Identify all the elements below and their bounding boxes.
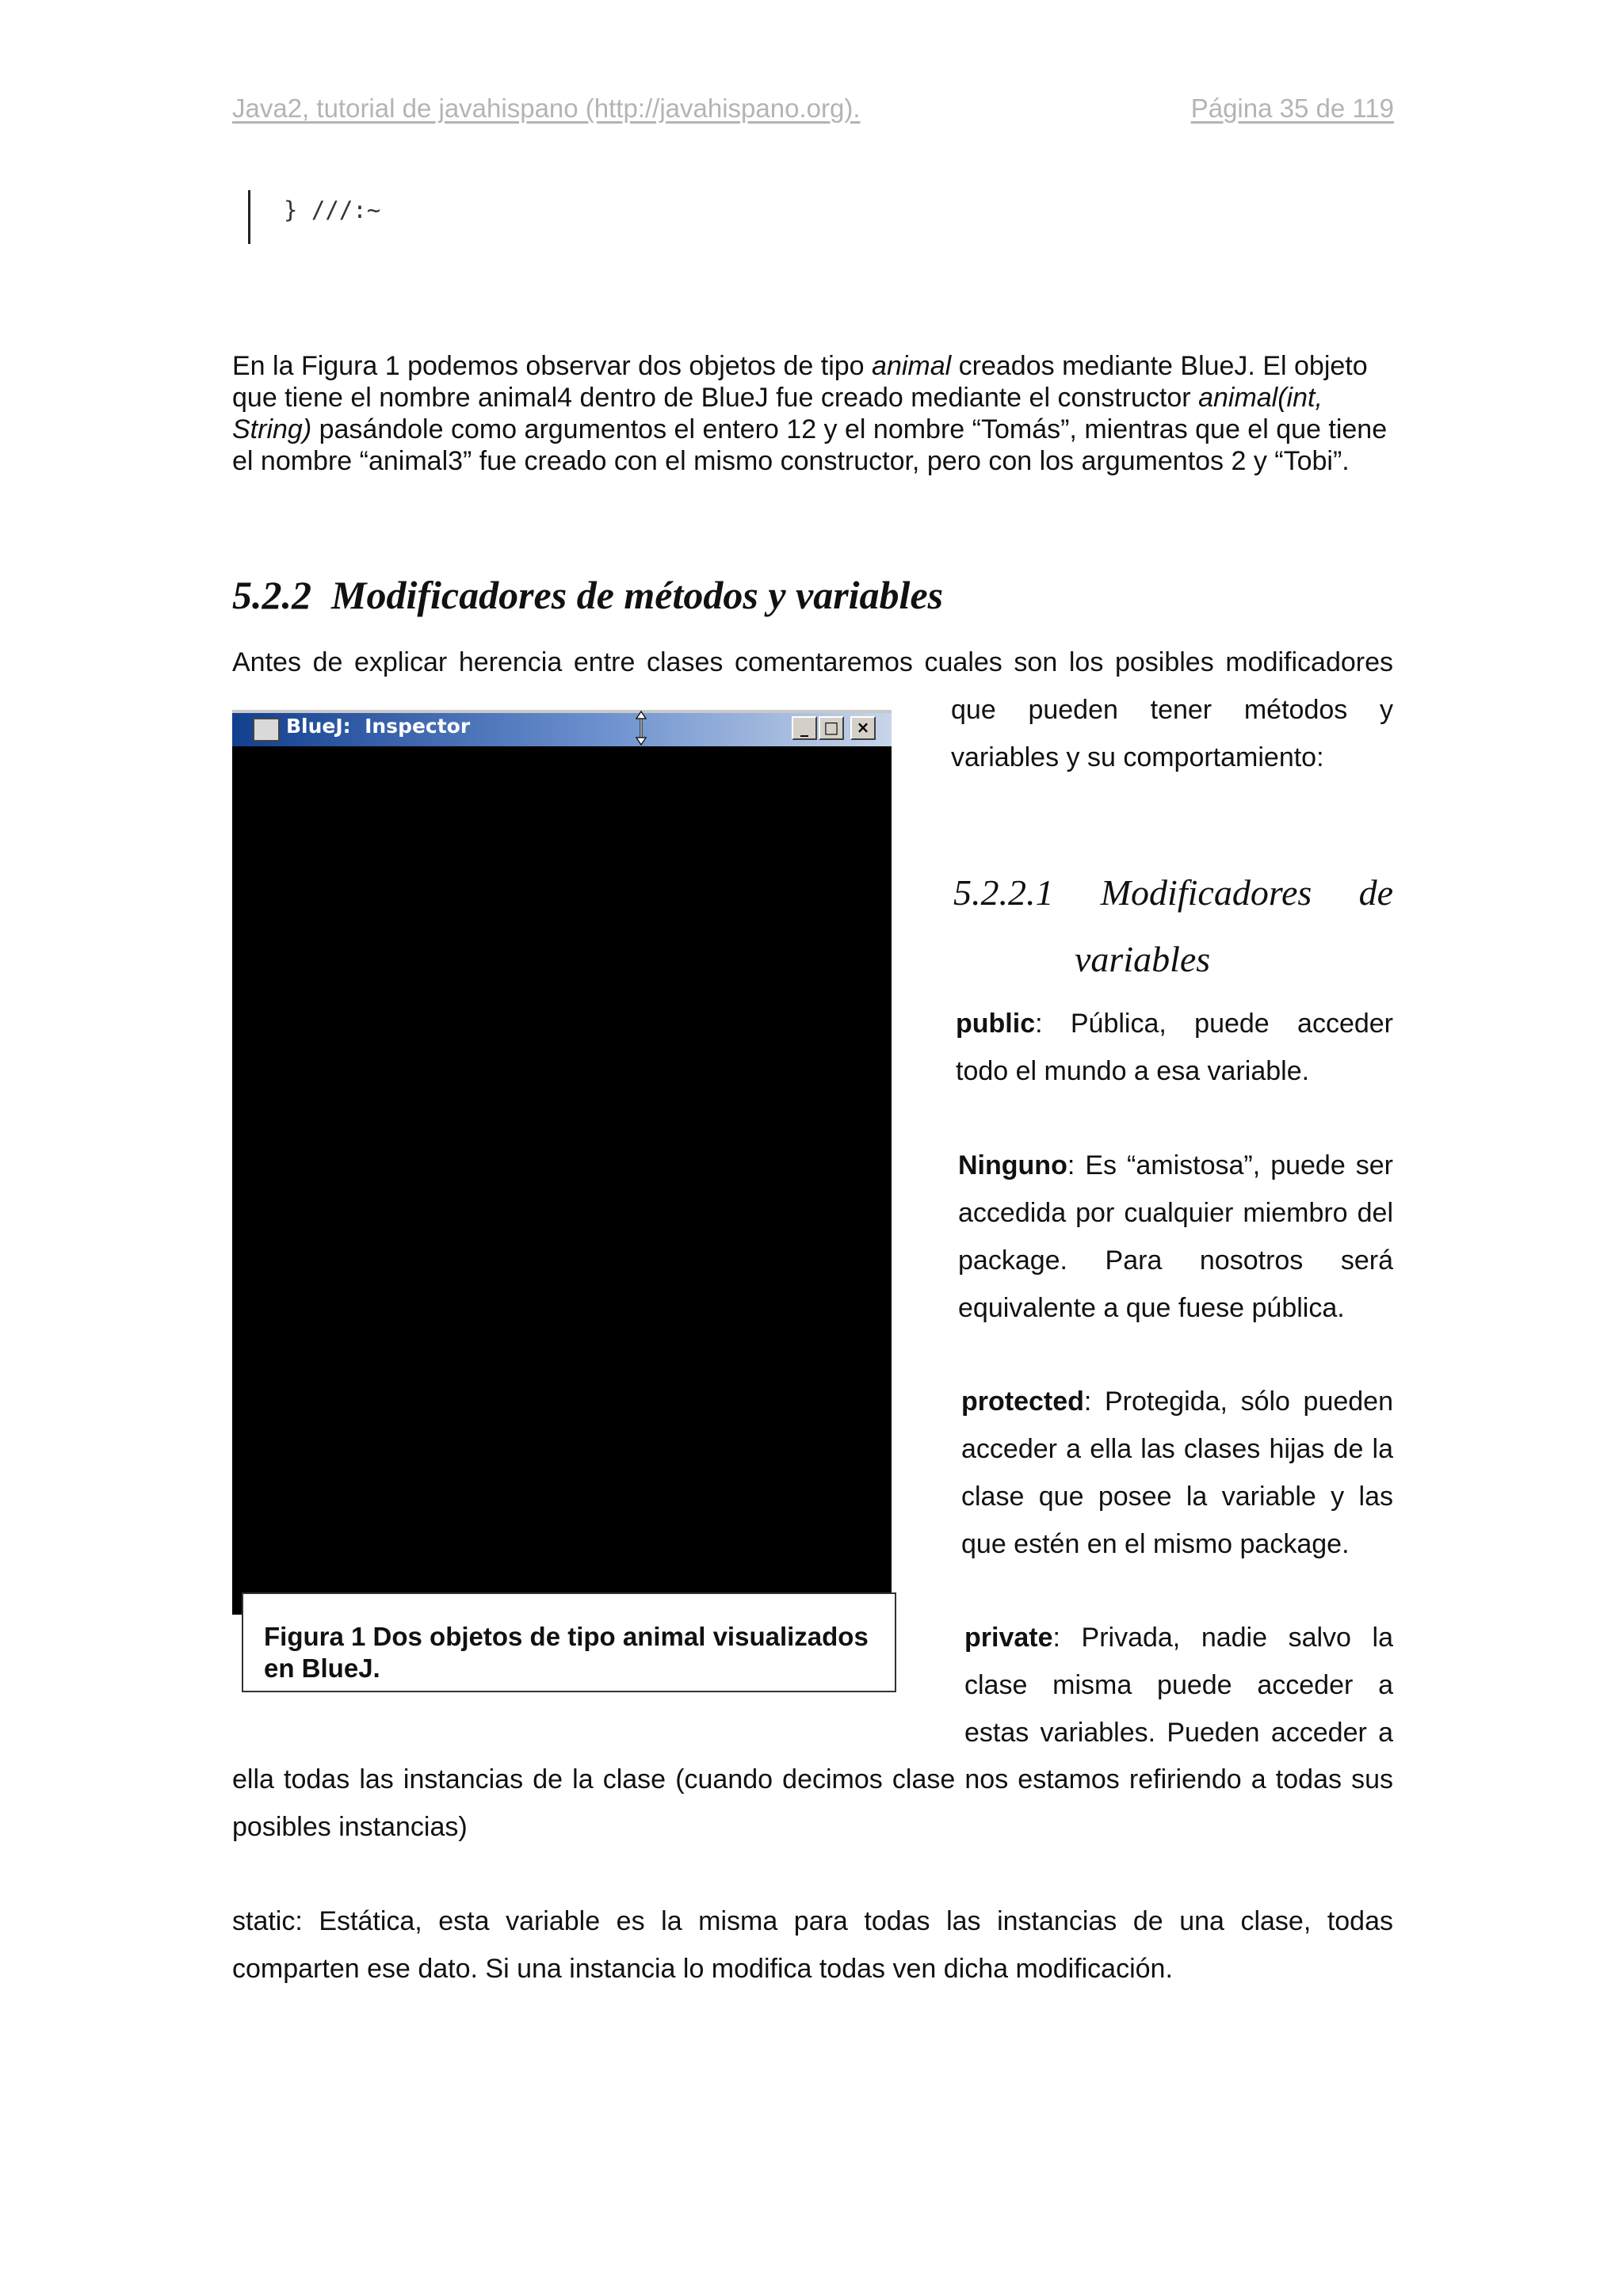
code-line: } ///:~: [284, 196, 381, 223]
modifiers-intro-line-2: que pueden tener métodos y: [951, 695, 1393, 725]
modifier-private: [964, 1614, 1393, 1661]
window-title: BlueJ: Inspector: [286, 715, 471, 738]
minimize-button[interactable]: _: [792, 716, 817, 740]
intro-paragraph: [232, 350, 1393, 477]
modifier-ninguno-line-3: package. Para nosotros será: [958, 1245, 1393, 1276]
subsection-heading-line-2: variables: [1075, 939, 1211, 979]
modifier-ninguno-desc: : Es “amistosa”, puede ser: [1067, 1150, 1393, 1180]
running-header-left: Java2, tutorial de javahispano (http://javahispano.org).: [232, 93, 861, 123]
window-frame-edge: [232, 710, 892, 713]
modifier-term-ninguno: Ninguno: [958, 1150, 1067, 1180]
intro-italic-constructor: animal(int, String): [232, 383, 1323, 444]
intro-italic-animal: animal: [872, 351, 952, 381]
figure-caption-box: [242, 1592, 896, 1692]
modifier-public-desc: : Pública, puede acceder: [1035, 1009, 1393, 1039]
modifier-private-line-4: ella todas las instancias de la clase (cuando decimos clase nos estamos refiriendo a todas sus: [232, 1764, 1393, 1794]
bluej-app-icon: [253, 718, 280, 742]
modifier-protected-line-4: que estén en el mismo package.: [961, 1529, 1350, 1559]
modifier-private-line-5: posibles instancias): [232, 1812, 468, 1842]
modifiers-intro-line-3: variables y su comportamiento:: [951, 742, 1324, 772]
modifier-term-private: private: [964, 1623, 1053, 1653]
section-heading: [232, 572, 943, 618]
intro-text-2: creados mediante BlueJ. El objeto que tiene el nombre animal4 dentro de BlueJ fue creado mediante el constructor: [232, 351, 1368, 413]
modifier-public-line-2: todo el mundo a esa variable.: [956, 1056, 1310, 1086]
modifier-ninguno-line-2: accedida por cualquier miembro del: [958, 1198, 1393, 1228]
close-button[interactable]: ×: [850, 716, 876, 740]
intro-text-3: pasándole como argumentos el entero 12 y el nombre “Tomás”, mientras que el que tiene el nombre “animal3” fue creado con el mismo constructor, pero con los argumentos 2 y “Tobi”.: [232, 414, 1388, 476]
modifier-protected-desc: : Protegida, sólo pueden: [1083, 1386, 1393, 1417]
intro-text-1: En la Figura 1 podemos observar dos objetos de tipo: [232, 351, 873, 381]
maximize-button[interactable]: □: [819, 716, 844, 740]
figure-caption: Figura 1 Dos objetos de tipo animal visualizados en BlueJ.: [264, 1622, 869, 1683]
code-block-border: [248, 190, 250, 244]
modifiers-intro-line-1: Antes de explicar herencia entre clases comentaremos cuales son los posibles modificadores: [232, 647, 1393, 677]
modifier-ninguno: [958, 1142, 1393, 1189]
modifier-protected: [961, 1378, 1393, 1425]
section-title: Modificadores de métodos y variables: [331, 573, 944, 617]
section-number: 5.2.2: [232, 573, 311, 617]
modifier-public: [956, 1000, 1393, 1047]
modifier-private-desc: : Privada, nadie salvo la: [1052, 1623, 1393, 1653]
resize-cursor-icon: [632, 710, 650, 746]
subsection-heading-line-1: 5.2.2.1 Modificadores de: [953, 872, 1393, 913]
page-number: Página 35 de 119: [1190, 93, 1394, 123]
modifier-protected-line-3: clase que posee la variable y las: [961, 1482, 1393, 1512]
modifier-term-protected: protected: [961, 1386, 1084, 1417]
modifier-private-line-3: estas variables. Pueden acceder a: [964, 1718, 1393, 1748]
figure-screenshot: [232, 710, 892, 1615]
modifier-ninguno-line-4: equivalente a que fuese pública.: [958, 1293, 1345, 1323]
modifier-static: static: Estática, esta variable es la misma para todas las instancias de una clase, todas: [232, 1906, 1393, 1936]
modifier-static-line-2: comparten ese dato. Si una instancia lo modifica todas ven dicha modificación.: [232, 1954, 1173, 1984]
modifier-protected-line-2: acceder a ella las clases hijas de la: [961, 1434, 1393, 1464]
modifier-private-line-2: clase misma puede acceder a: [964, 1670, 1393, 1700]
modifier-term-public: public: [956, 1009, 1036, 1039]
